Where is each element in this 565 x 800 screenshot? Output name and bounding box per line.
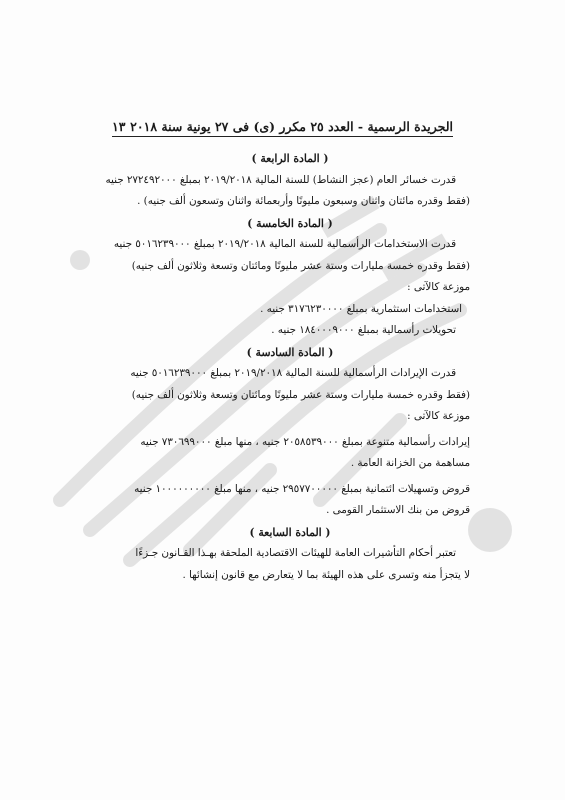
article-5-title: ( المادة الخامسة ) (247, 216, 333, 230)
article-5-line-5: تحويلات رأسمالية بمبلغ ١٨٤٠٠٠٩٠٠٠ جنيه . (271, 324, 456, 336)
article-4-line-2: (فقط وقدره مائتان واثنان وسبعون مليونًا وأربعمائة واثنان وتسعون ألف جنيه) . (137, 195, 470, 207)
article-6-line-1: قدرت الإيرادات الرأسمالية للسنة المالية ٢٠١٩/٢٠١٨ بمبلغ ٥٠١٦٢٣٩٠٠٠ جنيه (130, 367, 456, 379)
article-6-line-5: مساهمة من الخزانة العامة . (350, 457, 470, 469)
article-5-line-3: موزعة كالآتى : (407, 281, 470, 293)
article-6-line-4: إيرادات رأسمالية متنوعة بمبلغ ٢٠٥٨٥٣٩٠٠٠ جنيه ، منها مبلغ ٧٣٠٦٩٩٠٠٠ جنيه (140, 435, 470, 448)
header-divider (112, 136, 453, 137)
article-6-line-2: (فقط وقدره خمسة مليارات وستة عشر مليونًا ومائتان وتسعة وثلاثون ألف جنيه) (131, 388, 470, 401)
article-6-line-7: قروض من بنك الاستثمار القومى . (326, 504, 470, 516)
document-body (105, 148, 470, 586)
article-5-line-4: استخدامات استثمارية بمبلغ ٣١٧٦٢٣٠٠٠٠ جنيه . (260, 302, 462, 315)
article-7-line-2: لا يتجزأ منه وتسرى على هذه الهيئة بما لا يتعارض مع قانون إنشائها . (182, 568, 470, 581)
article-7-title: ( المادة السابعة ) (249, 525, 331, 539)
article-6-title: ( المادة السادسة ) (246, 345, 334, 359)
article-5-line-1: قدرت الاستخدامات الرأسمالية للسنة المالية ٢٠١٩/٢٠١٨ بمبلغ ٥٠١٦٢٣٩٠٠٠ جنيه (113, 238, 456, 250)
article-6-line-6: قروض وتسهيلات ائتمانية بمبلغ ٢٩٥٧٧٠٠٠٠٠ جنيه ، منها مبلغ ١٠٠٠٠٠٠٠٠٠ جنيه (134, 482, 470, 495)
article-7-line-1: تعتبر أحكام التأشيرات العامة للهيئات الاقتصادية الملحقة بهـذا القـانون جـزءًا (135, 547, 456, 559)
header-title: الجريدة الرسمية - العدد ٢٥ مكرر (ى) فى ٢٧ يونية سنة ٢٠١٨ (130, 119, 453, 134)
article-4-title: ( المادة الرابعة ) (251, 152, 329, 165)
article-6-line-3: موزعة كالآتى : (407, 410, 470, 422)
page-number: ١٣ (112, 119, 126, 134)
article-4-line-1: قدرت خسائر العام (عجز النشاط) للسنة المالية ٢٠١٩/٢٠١٨ بمبلغ ٢٧٢٤٩٢٠٠٠ جنيه (105, 173, 456, 186)
article-5-line-2: (فقط وقدره خمسة مليارات وستة عشر مليونًا ومائتان وتسعة وثلاثون ألف جنيه) (131, 259, 470, 272)
page-header (112, 108, 453, 134)
